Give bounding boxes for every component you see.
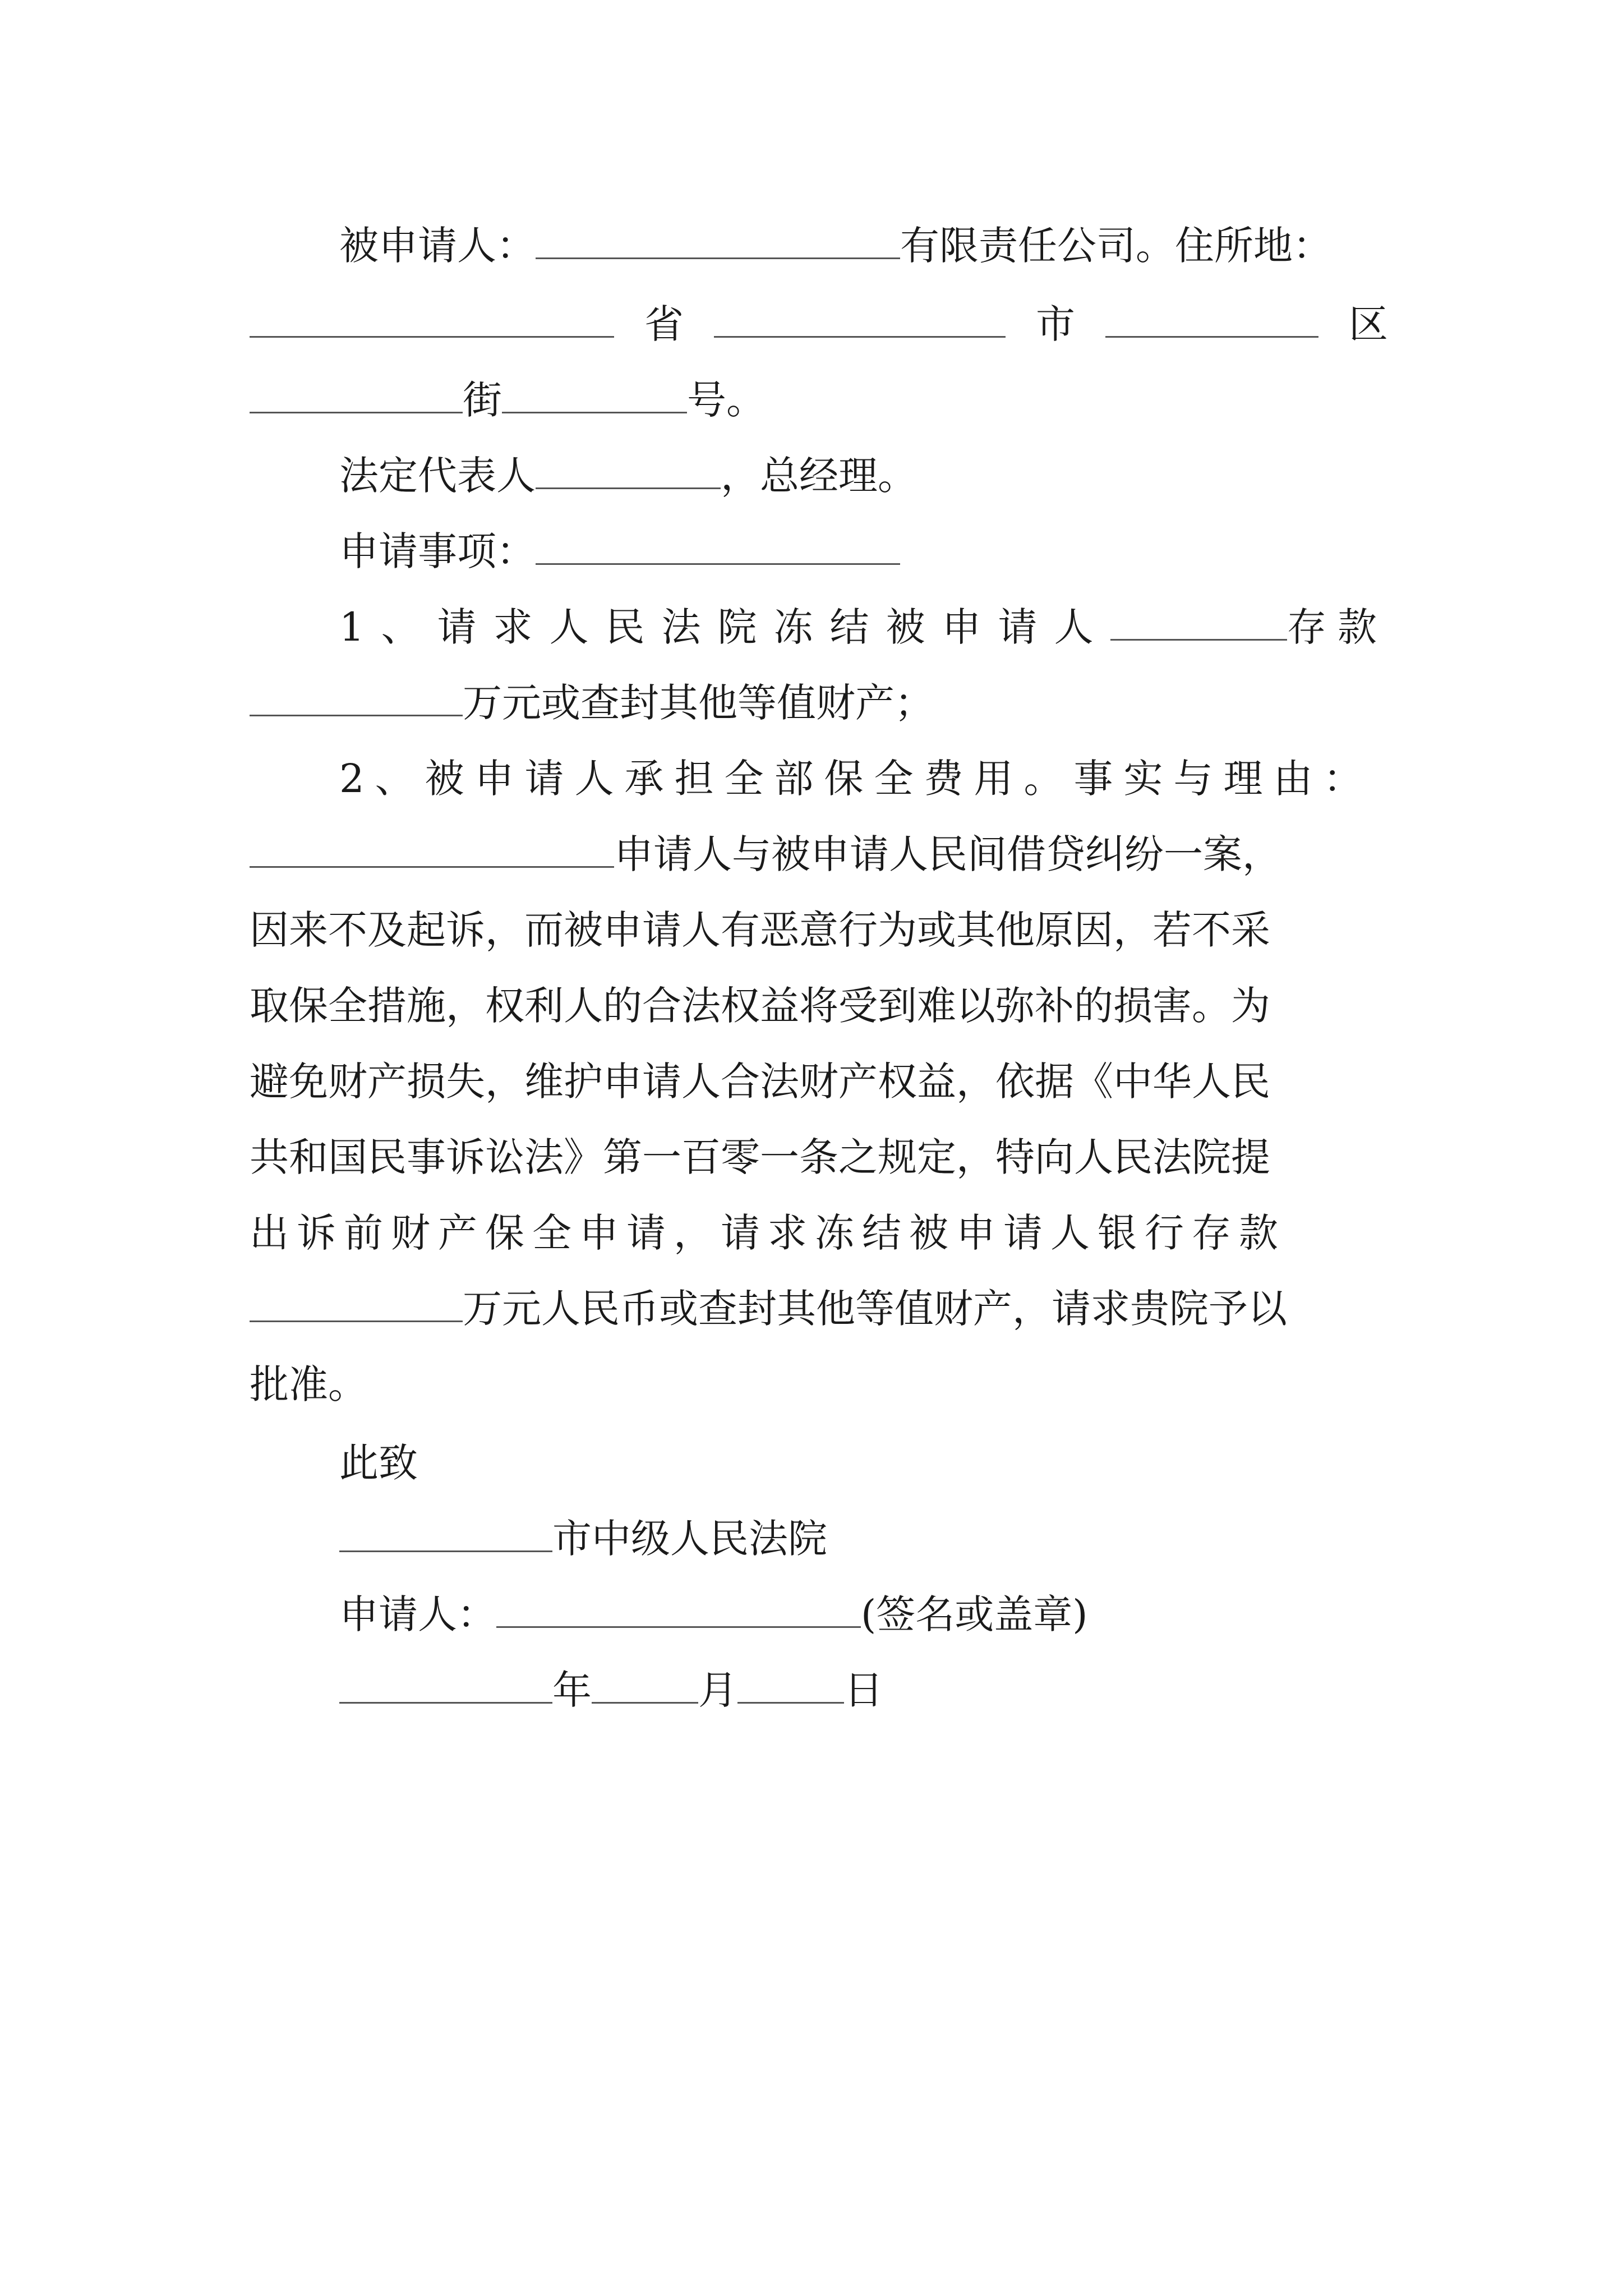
applicant-blank[interactable] xyxy=(496,1591,861,1628)
city-label: 市 xyxy=(1036,301,1075,347)
province-label: 省 xyxy=(644,301,684,347)
salutation: 此致 xyxy=(339,1440,418,1486)
street-line xyxy=(250,372,1388,428)
day-label: 日 xyxy=(844,1667,883,1713)
item1-amount-text: 万元或查封其他等值财产； xyxy=(463,680,934,726)
respondent-line xyxy=(339,218,1388,274)
city-blank[interactable] xyxy=(1105,301,1318,338)
address-blank[interactable] xyxy=(250,301,614,338)
province-blank[interactable] xyxy=(714,301,1006,338)
item1-amount-blank[interactable] xyxy=(250,680,463,716)
legal-rep-title: ，总经理。 xyxy=(721,453,917,499)
respondent-label: 被申请人： xyxy=(339,223,536,269)
matters-blank[interactable] xyxy=(536,528,900,565)
facts-line-4 xyxy=(250,1053,1388,1110)
applicant-line xyxy=(339,1586,1388,1642)
facts-line-6 xyxy=(250,1205,1388,1261)
company-suffix: 有限责任公司。住所地： xyxy=(900,223,1332,269)
matters-line xyxy=(339,523,1388,579)
court-name: 市中级人民法院 xyxy=(552,1516,827,1562)
facts-text-2: 因来不及起诉，而被申请人有恶意行为或其他原因，若不采 xyxy=(250,907,1270,953)
item1-text: 1、请求人民法院冻结被申请人 xyxy=(339,604,1110,650)
applicant-label: 申请人： xyxy=(339,1591,496,1637)
facts-line-2 xyxy=(250,902,1388,958)
salutation-line xyxy=(339,1435,1388,1491)
item2-text: 2、被申请人承担全部保全费用。事实与理由： xyxy=(339,756,1373,802)
facts-text-8: 批准。 xyxy=(250,1361,367,1407)
number-label: 号。 xyxy=(687,377,766,423)
sign-note: (签名或盖章) xyxy=(861,1591,1088,1637)
day-blank[interactable] xyxy=(737,1667,844,1704)
facts-line-8 xyxy=(250,1356,1388,1412)
item1-line xyxy=(339,599,1388,655)
street-blank[interactable] xyxy=(250,377,463,413)
company-name-blank[interactable] xyxy=(536,223,900,259)
facts-text-1: 申请人与被申请人民间借贷纠纷一案， xyxy=(614,831,1281,877)
facts-line-1 xyxy=(250,826,1388,882)
facts-text-5: 共和国民事诉讼法》第一百零一条之规定，特向人民法院提 xyxy=(250,1134,1270,1180)
facts-text-4: 避免财产损失，维护申请人合法财产权益，依据《中华人民 xyxy=(250,1059,1270,1105)
year-label: 年 xyxy=(552,1667,592,1713)
facts-line-3 xyxy=(250,978,1388,1034)
address-line xyxy=(250,296,1388,352)
item1-deposit-label: 存款 xyxy=(1287,604,1388,650)
court-line xyxy=(339,1511,1388,1567)
facts-text-7: 万元人民币或查封其他等值财产，请求贵院予以 xyxy=(463,1286,1287,1332)
number-blank[interactable] xyxy=(502,377,687,413)
legal-rep-line xyxy=(339,448,1388,504)
legal-rep-label: 法定代表人 xyxy=(339,453,536,499)
facts-amount-blank[interactable] xyxy=(250,1286,463,1322)
year-blank[interactable] xyxy=(339,1667,552,1704)
item2-line xyxy=(339,751,1388,807)
facts-text-3: 取保全措施，权利人的合法权益将受到难以弥补的损害。为 xyxy=(250,983,1270,1029)
month-blank[interactable] xyxy=(592,1667,698,1704)
legal-rep-blank[interactable] xyxy=(536,453,721,489)
facts-text-6: 出诉前财产保全申请，请求冻结被申请人银行存款 xyxy=(250,1210,1286,1256)
matters-label: 申请事项： xyxy=(339,528,536,574)
court-city-blank[interactable] xyxy=(339,1516,552,1552)
district-label: 区 xyxy=(1349,301,1388,347)
month-label: 月 xyxy=(698,1667,737,1713)
facts-applicant-blank[interactable] xyxy=(250,831,614,868)
date-line xyxy=(339,1662,1388,1718)
street-label: 街 xyxy=(463,377,502,423)
item1-party-blank[interactable] xyxy=(1110,604,1287,641)
facts-line-7 xyxy=(250,1281,1388,1337)
item1-amount-line xyxy=(250,675,1388,731)
facts-line-5 xyxy=(250,1129,1388,1185)
